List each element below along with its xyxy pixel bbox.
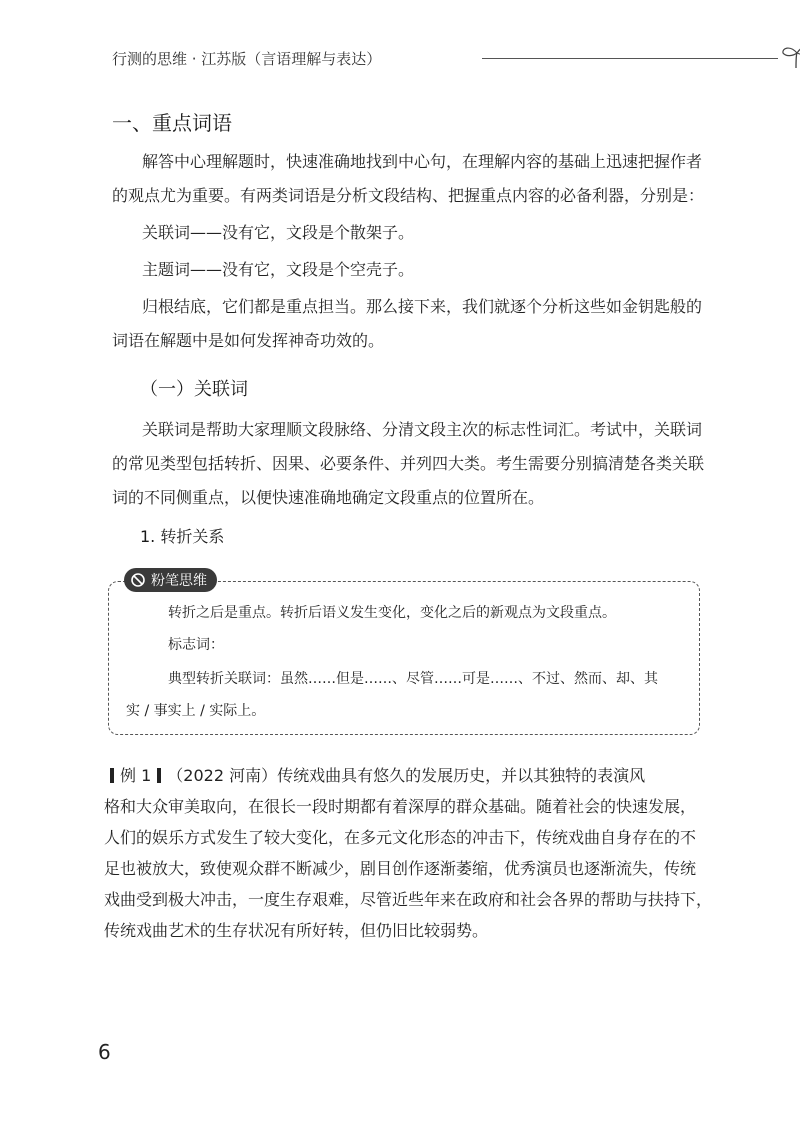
paragraph	[112, 145, 704, 213]
example-block	[104, 760, 712, 946]
text-line: 传统戏曲艺术的生存状况有所好转，但仍旧比较弱势。	[104, 921, 489, 940]
paragraph	[142, 253, 414, 287]
section-heading: 一、重点词语	[112, 111, 232, 135]
text-line: 足也被放大，致使观众群不断减少，剧目创作逐渐萎缩，优秀演员也逐渐流失，传统	[104, 859, 697, 878]
tip-line: 实 / 事实上 / 实际上。	[126, 703, 266, 719]
paragraph	[142, 216, 414, 250]
subsection-heading: （一）关联词	[140, 379, 248, 400]
tip-line: 标志词：	[168, 637, 224, 653]
paragraph	[112, 413, 704, 515]
tip-badge	[124, 568, 217, 592]
text-line: 的观点尤为重要。有两类词语是分析文段结构、把握重点内容的必备利器，分别是：	[112, 186, 705, 205]
header-title: 行测的思维 · 江苏版（言语理解与表达）	[112, 50, 382, 68]
example-marker	[110, 768, 114, 783]
text-line: 格和大众审美取向，在很长一段时期都有着深厚的群众基础。随着社会的快速发展，	[104, 797, 697, 816]
tip-line: 典型转折关联词：虽然……但是……、尽管……可是……、不过、然而、却、其	[168, 671, 658, 687]
example-first-line	[104, 760, 712, 791]
text-line: （2022 河南）传统戏曲具有悠久的发展历史，并以其独特的表演风	[167, 766, 646, 785]
text-line: 关联词是帮助大家理顺文段脉络、分清文段主次的标志性词汇。考试中，关联词	[142, 420, 703, 439]
text-line: 人们的娱乐方式发生了较大变化，在多元文化形态的冲击下，传统戏曲自身存在的不	[104, 828, 697, 847]
example-label: 例 1	[120, 766, 152, 785]
prohibit-icon	[130, 572, 146, 588]
example-marker	[157, 768, 161, 783]
text-line: 词的不同侧重点，以便快速准确地确定文段重点的位置所在。	[112, 488, 545, 507]
page-number: 6	[98, 1040, 111, 1064]
tip-badge-label: 粉笔思维	[151, 573, 207, 589]
text-line: 主题词——没有它，文段是个空壳子。	[142, 260, 415, 279]
tip-line: 转折之后是重点。转折后语义发生变化，变化之后的新观点为文段重点。	[168, 605, 616, 621]
paragraph	[112, 290, 702, 358]
text-line: 的常见类型包括转折、因果、必要条件、并列四大类。考生需要分别搞清楚各类关联	[112, 454, 705, 473]
sprout-icon	[776, 42, 800, 70]
text-line: 戏曲受到极大冲击，一度生存艰难，尽管近些年来在政府和社会各界的帮助与扶持下，	[104, 890, 713, 909]
text-line: 归根结底，它们都是重点担当。那么接下来，我们就逐个分析这些如金钥匙般的	[142, 297, 703, 316]
item-heading: 1. 转折关系	[140, 527, 225, 546]
text-line: 关联词——没有它，文段是个散架子。	[142, 223, 415, 242]
header-rule	[482, 58, 778, 59]
text-line: 解答中心理解题时，快速准确地找到中心句，在理解内容的基础上迅速把握作者	[142, 152, 703, 171]
running-header	[112, 42, 712, 72]
text-line: 词语在解题中是如何发挥神奇功效的。	[112, 331, 385, 350]
